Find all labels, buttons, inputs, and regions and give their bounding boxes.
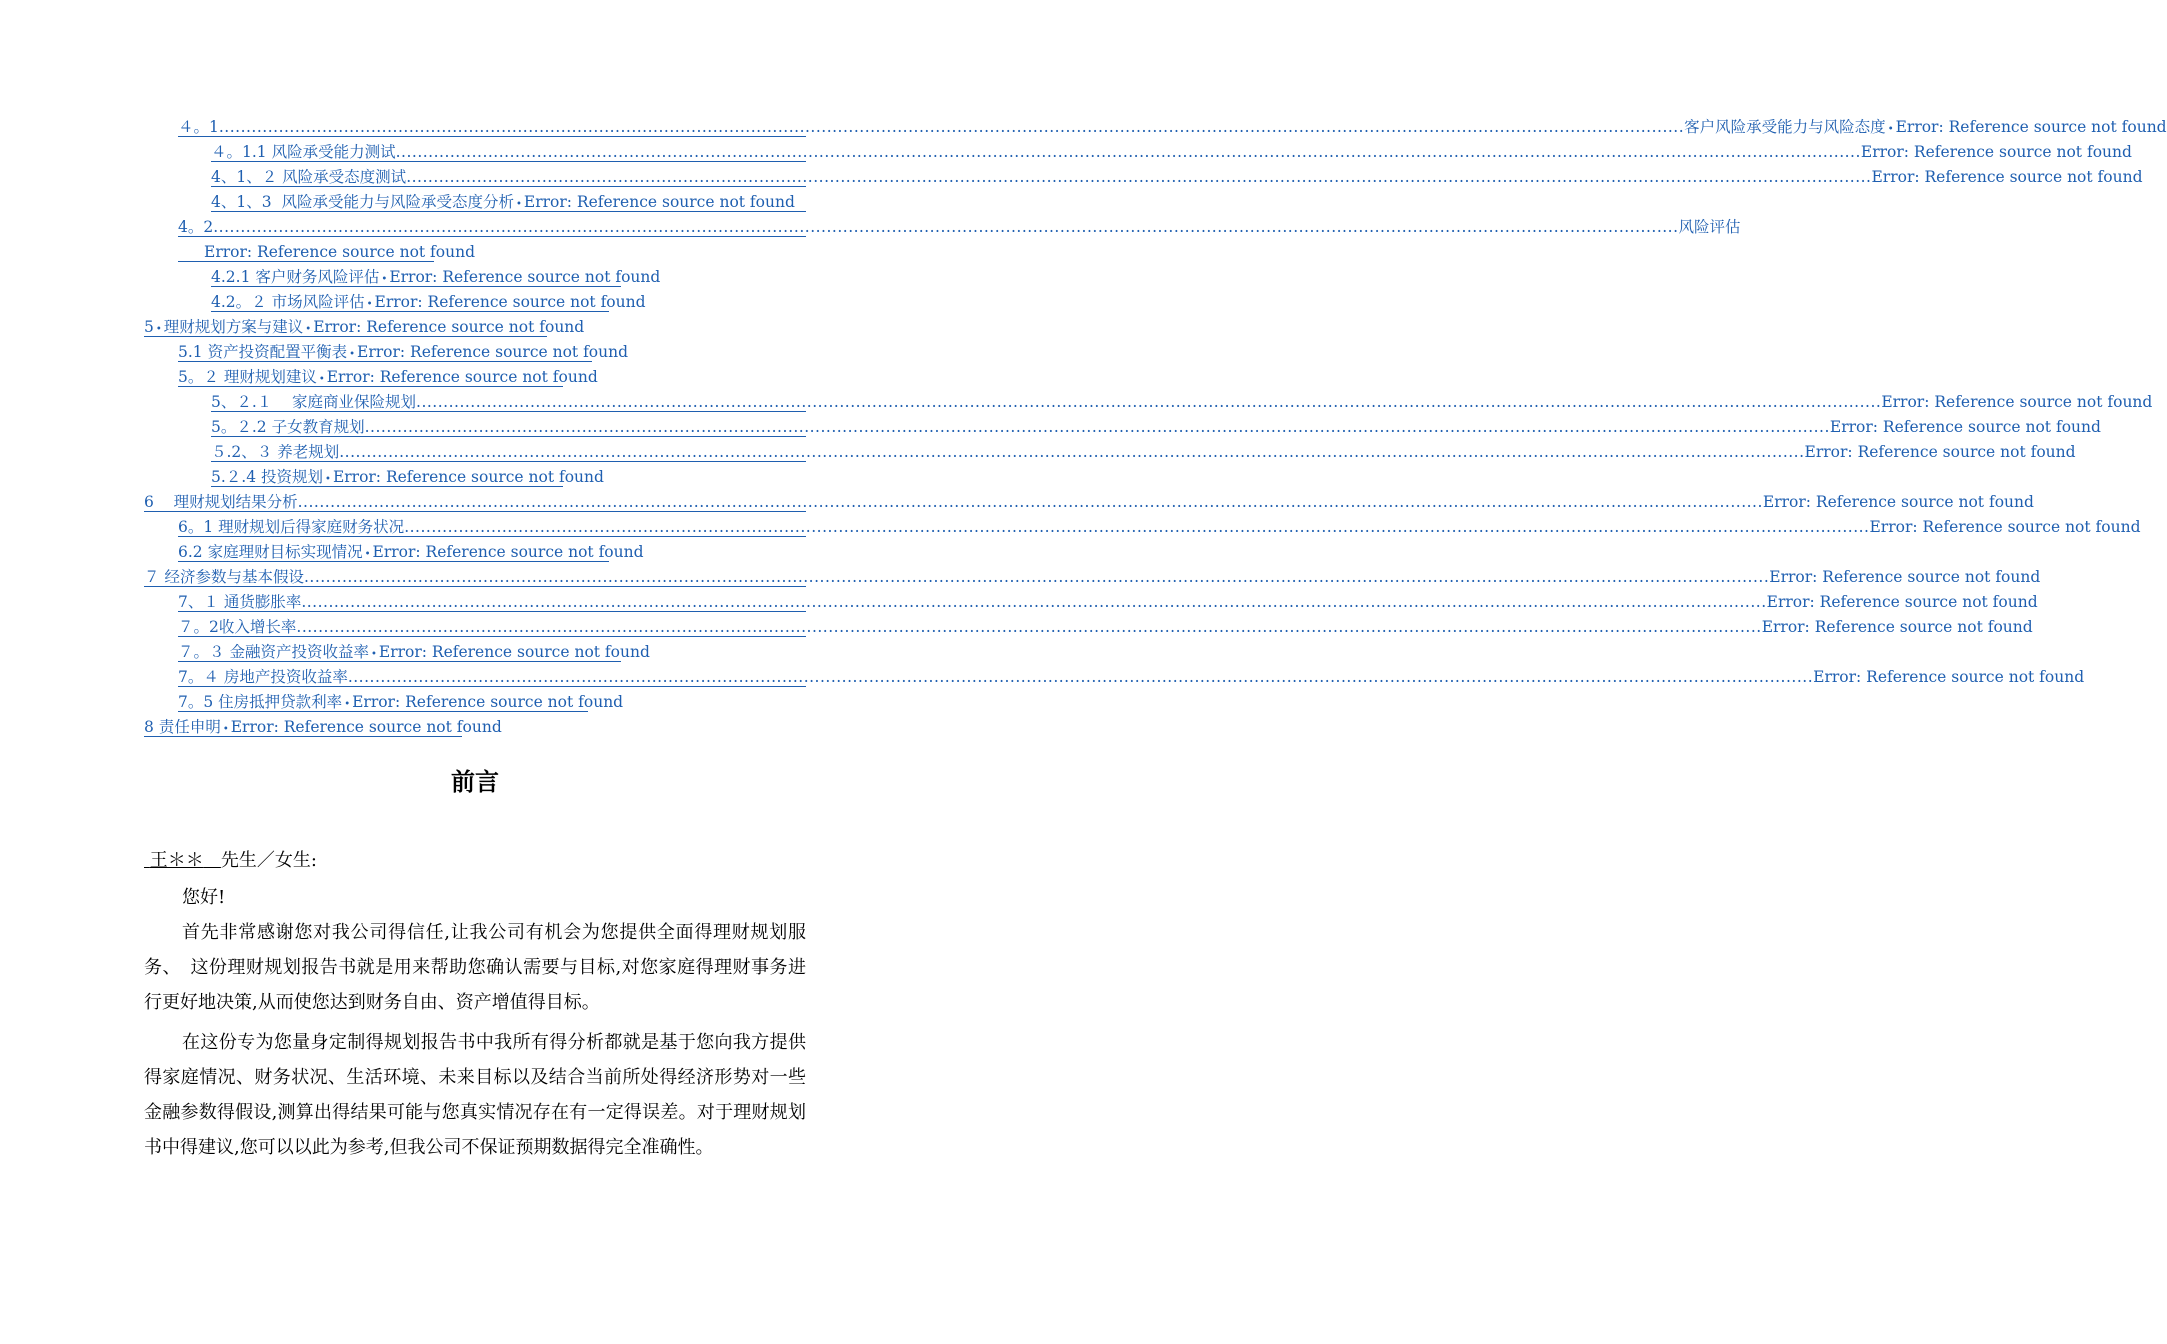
toc-entry-title: 通货膨胀率 — [223, 593, 302, 611]
toc-entry-number: 6。1 — [178, 518, 214, 536]
toc-separator: • — [364, 549, 371, 560]
toc-entry-ref: Error: Reference source not found — [1871, 168, 2143, 186]
toc-entry-number: 8 — [144, 718, 154, 736]
toc-separator: • — [155, 324, 162, 335]
toc-entry-number: 4。2 — [178, 218, 214, 236]
toc-entry-ref: Error: Reference source not found — [1881, 393, 2153, 411]
toc-entry-number: ７。2 — [178, 618, 219, 636]
toc-entry-ref: Error: Reference source not found — [352, 693, 624, 711]
toc-separator: • — [349, 349, 356, 360]
toc-entry-number: 5.1 — [178, 343, 203, 361]
toc-separator: • — [305, 324, 312, 335]
toc-separator: • — [344, 699, 351, 710]
toc-entry-ref: Error: Reference source not found — [378, 643, 650, 661]
toc-entry-5-2-3[interactable] — [211, 441, 2076, 463]
toc-entry-ref: Error: Reference source not found — [1813, 668, 2085, 686]
toc-entry-5-2[interactable] — [178, 366, 598, 388]
toc-entry-ref: Error: Reference source not found — [357, 343, 629, 361]
toc-entry-7-5[interactable] — [178, 691, 624, 713]
toc-entry-ref: Error: Reference source not found — [1769, 568, 2041, 586]
toc-entry-4-1[interactable] — [178, 116, 2167, 138]
toc-entry-number: ５.2、３ — [211, 443, 273, 461]
toc-entry-title: 收入增长率 — [218, 618, 297, 636]
toc-separator: • — [370, 649, 377, 660]
toc-entry-5-1[interactable] — [178, 341, 629, 363]
toc-entry-4-2[interactable] — [178, 216, 1741, 238]
toc-entry-ref: Error: Reference source not found — [204, 243, 476, 261]
toc-separator: • — [381, 274, 388, 285]
toc-entry-number: ４。1.1 — [211, 143, 267, 161]
toc-entry-4-2-ref[interactable] — [178, 241, 476, 263]
toc-entry-title: 市场风险评估 — [271, 293, 365, 311]
toc-entry-number: 5。２ — [178, 368, 219, 386]
toc-separator: • — [222, 724, 229, 735]
toc-entry-ref: Error: Reference source not found — [1895, 118, 2167, 136]
toc-entry-5-2-2[interactable] — [211, 416, 2101, 438]
toc-entry-number: 5.２.4 — [211, 468, 257, 486]
toc-entry-title: 住房抵押贷款利率 — [218, 693, 343, 711]
toc-entry-4-1-2[interactable] — [211, 166, 2143, 188]
recipient-name: 王＊＊ — [149, 850, 204, 871]
greeting: 您好! — [182, 887, 226, 908]
toc-separator: • — [318, 374, 325, 385]
section-heading: 前言 — [451, 768, 499, 796]
toc-entry-number: 7。４ — [178, 668, 219, 686]
toc-entry-ref: Error: Reference source not found — [372, 543, 644, 561]
toc-entry-ref: Error: Reference source not found — [389, 268, 661, 286]
toc-entry-title: 风险承受能力测试 — [271, 143, 396, 161]
toc-entry-title: 风险承受能力与风险承受态度分析 — [281, 193, 514, 211]
toc-entry-7-3[interactable] — [178, 641, 650, 663]
salutation-suffix: 先生／女生: — [220, 850, 317, 871]
toc-entry-title: 理财规划结果分析 — [173, 493, 298, 511]
toc-entry-7[interactable] — [144, 566, 2041, 588]
toc-entry-number: 6.2 — [178, 543, 203, 561]
toc-entry-ref: Error: Reference source not found — [523, 193, 795, 211]
toc-entry-title: 理财规划后得家庭财务状况 — [218, 518, 405, 536]
toc-entry-title: 理财规划建议 — [223, 368, 317, 386]
toc-entry-title: 责任申明 — [158, 718, 221, 736]
toc-entry-number: 4.2。２ — [211, 293, 267, 311]
toc-entry-title: 理财规划方案与建议 — [163, 318, 304, 336]
toc-entry-title: 投资规划 — [261, 468, 324, 486]
salutation — [144, 843, 806, 878]
toc-entry-number: ７ — [144, 568, 160, 586]
toc-entry-number: 7、１ — [178, 593, 219, 611]
toc-entry-4-1-1[interactable] — [211, 141, 2132, 163]
toc-entry-ref: Error: Reference source not found — [326, 368, 598, 386]
toc-entry-ref: Error: Reference source not found — [1829, 418, 2101, 436]
toc-entry-ref: Error: Reference source not found — [230, 718, 502, 736]
toc-separator: • — [366, 299, 373, 310]
toc-entry-title: 经济参数与基本假设 — [164, 568, 304, 586]
toc-entry-7-4[interactable] — [178, 666, 2085, 688]
toc-entry-number: 4、1、２ — [211, 168, 278, 186]
toc-entry-5-2-4[interactable] — [211, 466, 604, 488]
toc-entry-7-2[interactable] — [178, 616, 2033, 638]
toc-entry-ref: Error: Reference source not found — [374, 293, 646, 311]
toc-entry-6-1[interactable] — [178, 516, 2141, 538]
toc-entry-ref: Error: Reference source not found — [1762, 493, 2034, 511]
toc-entry-6[interactable] — [144, 491, 2034, 513]
toc-entry-title: 金融资产投资收益率 — [229, 643, 369, 661]
toc-entry-number: 4、1、3 — [211, 193, 272, 211]
toc-entry-4-1-3[interactable] — [211, 191, 806, 213]
toc-entry-ref: Error: Reference source not found — [1761, 618, 2033, 636]
paragraph: 首先非常感谢您对我公司得信任,让我公司有机会为您提供全面得理财规划服务、 这份理财规划报告书就是用来帮助您确认需要与目标,对您家庭得理财事务进行更好地决策,从而使您达到财务自由、资产增值得目标。 — [144, 922, 806, 1013]
toc-entry-7-1[interactable] — [178, 591, 2038, 613]
toc-separator: • — [325, 474, 331, 485]
toc-entry-number: ４。1 — [178, 118, 219, 136]
toc-entry-ref: Error: Reference source not found — [1766, 593, 2038, 611]
toc-entry-4-2-2[interactable] — [211, 291, 646, 313]
toc-entry-title: 风险评估 — [1678, 218, 1741, 236]
toc-entry-title: 风险承受态度测试 — [282, 168, 407, 186]
toc-entry-5[interactable] — [144, 316, 585, 338]
toc-entry-title: 子女教育规划 — [271, 418, 365, 436]
toc-entry-title: 客户财务风险评估 — [255, 268, 380, 286]
toc-entry-title: 房地产投资收益率 — [223, 668, 348, 686]
toc-entry-title: 资产投资配置平衡表 — [207, 343, 348, 361]
toc-entry-ref: Error: Reference source not found — [313, 318, 585, 336]
paragraph: 在这份专为您量身定制得规划报告书中我所有得分析都就是基于您向我方提供得家庭情况、财务状况、生活环境、未来目标以及结合当前所处得经济形势对一些金融参数得假设,测算出得结果可能与您真实情况存在有一定得误差。对于理财规划书中得建议,您可以以此为参考,但我公司不保证预期数据得完全准确性。 — [144, 1032, 806, 1158]
toc-separator: • — [1887, 124, 1894, 135]
toc-entry-title: 养老规划 — [277, 443, 340, 461]
toc-entry-title: 家庭理财目标实现情况 — [207, 543, 363, 561]
toc-entry-number: 6 — [144, 493, 154, 511]
toc-entry-number: 4.2.1 — [211, 268, 251, 286]
toc-entry-number: 5。２.2 — [211, 418, 267, 436]
toc-entry-8[interactable] — [144, 716, 502, 738]
toc-entry-ref: Error: Reference source not found — [332, 468, 604, 486]
toc-entry-6-2[interactable] — [178, 541, 644, 563]
toc-entry-4-2-1[interactable] — [211, 266, 661, 288]
toc-entry-ref: Error: Reference source not found — [1804, 443, 2076, 461]
toc-entry-number: 7。5 — [178, 693, 214, 711]
toc-entry-number: 5 — [144, 318, 154, 336]
toc-entry-ref: Error: Reference source not found — [1860, 143, 2132, 161]
toc-entry-number: ７。３ — [178, 643, 225, 661]
toc-entry-5-2-1[interactable] — [211, 391, 2153, 413]
toc-entry-ref: Error: Reference source not found — [1869, 518, 2141, 536]
toc-entry-title: 客户风险承受能力与风险态度 — [1684, 118, 1886, 136]
toc-entry-title: 家庭商业保险规划 — [292, 393, 417, 411]
toc-entry-number: 5、２.１ — [211, 393, 273, 411]
toc-separator: • — [515, 199, 522, 210]
